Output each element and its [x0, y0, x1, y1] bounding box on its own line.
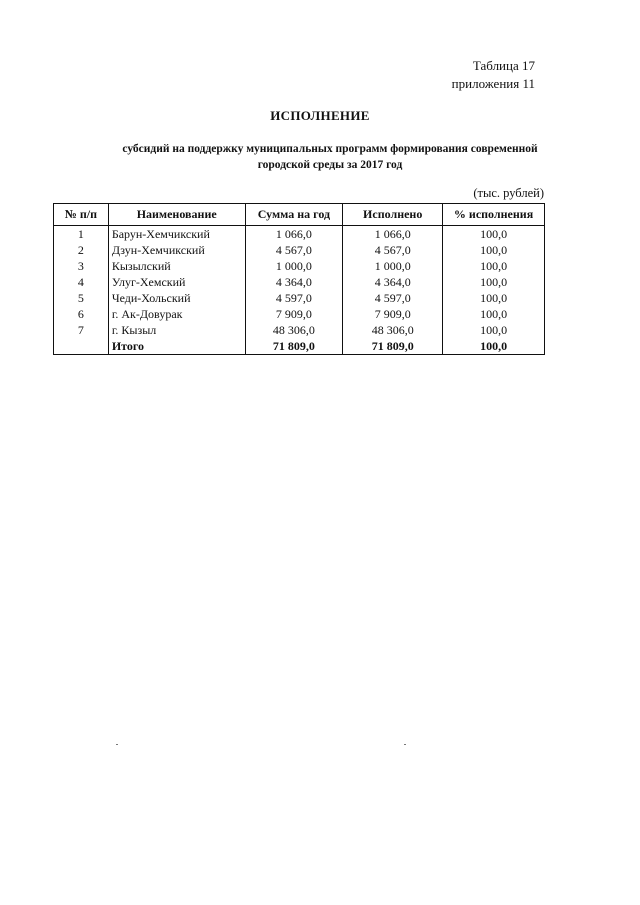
row-number: 6: [54, 306, 109, 322]
row-number: 4: [54, 274, 109, 290]
row-name: Кызылский: [108, 258, 245, 274]
row-executed: 4 567,0: [343, 242, 443, 258]
table-row: [54, 322, 545, 338]
row-percent: 100,0: [443, 274, 545, 290]
row-percent: 100,0: [443, 226, 545, 243]
row-annual-sum: 7 909,0: [245, 306, 343, 322]
table-row: [54, 306, 545, 322]
document-subtitle: [70, 141, 590, 173]
table-row: [54, 258, 545, 274]
column-header-annual-sum: Сумма на год: [245, 204, 343, 226]
total-executed: 71 809,0: [343, 338, 443, 355]
row-annual-sum: 4 364,0: [245, 274, 343, 290]
scan-speck: [116, 744, 118, 745]
column-header-executed: Исполнено: [343, 204, 443, 226]
table-row: [54, 242, 545, 258]
row-annual-sum: 1 000,0: [245, 258, 343, 274]
table-reference: [452, 57, 535, 93]
total-annual-sum: 71 809,0: [245, 338, 343, 355]
table-total-row: [54, 338, 545, 355]
subtitle-line-1: субсидий на поддержку муниципальных программ формирования современной: [122, 143, 538, 155]
row-annual-sum: 4 597,0: [245, 290, 343, 306]
table-row: [54, 290, 545, 306]
row-executed: 1 066,0: [343, 226, 443, 243]
appendix-number: приложения 11: [451, 76, 535, 91]
row-executed: 48 306,0: [343, 322, 443, 338]
execution-table: [53, 203, 545, 355]
document-title: ИСПОЛНЕНИЕ: [270, 108, 370, 123]
row-number: 3: [54, 258, 109, 274]
row-executed: 7 909,0: [343, 306, 443, 322]
row-executed: 4 364,0: [343, 274, 443, 290]
row-name: Чеди-Хольский: [108, 290, 245, 306]
row-annual-sum: 1 066,0: [245, 226, 343, 243]
row-number: 2: [54, 242, 109, 258]
row-percent: 100,0: [443, 258, 545, 274]
total-label: Итого: [108, 338, 245, 355]
total-number: [54, 338, 109, 355]
table-row: [54, 226, 545, 243]
units-label: (тыс. рублей): [473, 186, 544, 200]
column-header-percent: % исполнения: [443, 204, 545, 226]
row-percent: 100,0: [443, 242, 545, 258]
row-percent: 100,0: [443, 306, 545, 322]
row-number: 1: [54, 226, 109, 243]
row-annual-sum: 48 306,0: [245, 322, 343, 338]
row-percent: 100,0: [443, 322, 545, 338]
row-executed: 1 000,0: [343, 258, 443, 274]
row-name: Барун-Хемчикский: [108, 226, 245, 243]
row-number: 7: [54, 322, 109, 338]
scan-speck: [404, 744, 406, 745]
row-executed: 4 597,0: [343, 290, 443, 306]
column-header-number: № п/п: [54, 204, 109, 226]
row-name: г. Кызыл: [108, 322, 245, 338]
row-name: г. Ак-Довурак: [108, 306, 245, 322]
row-name: Дзун-Хемчикский: [108, 242, 245, 258]
subtitle-line-2: городской среды за 2017 год: [257, 159, 403, 171]
row-number: 5: [54, 290, 109, 306]
column-header-name: Наименование: [108, 204, 245, 226]
table-number: Таблица 17: [472, 58, 535, 73]
row-name: Улуг-Хемский: [108, 274, 245, 290]
table-row: [54, 274, 545, 290]
total-percent: 100,0: [443, 338, 545, 355]
row-annual-sum: 4 567,0: [245, 242, 343, 258]
table-header-row: [54, 204, 545, 226]
row-percent: 100,0: [443, 290, 545, 306]
